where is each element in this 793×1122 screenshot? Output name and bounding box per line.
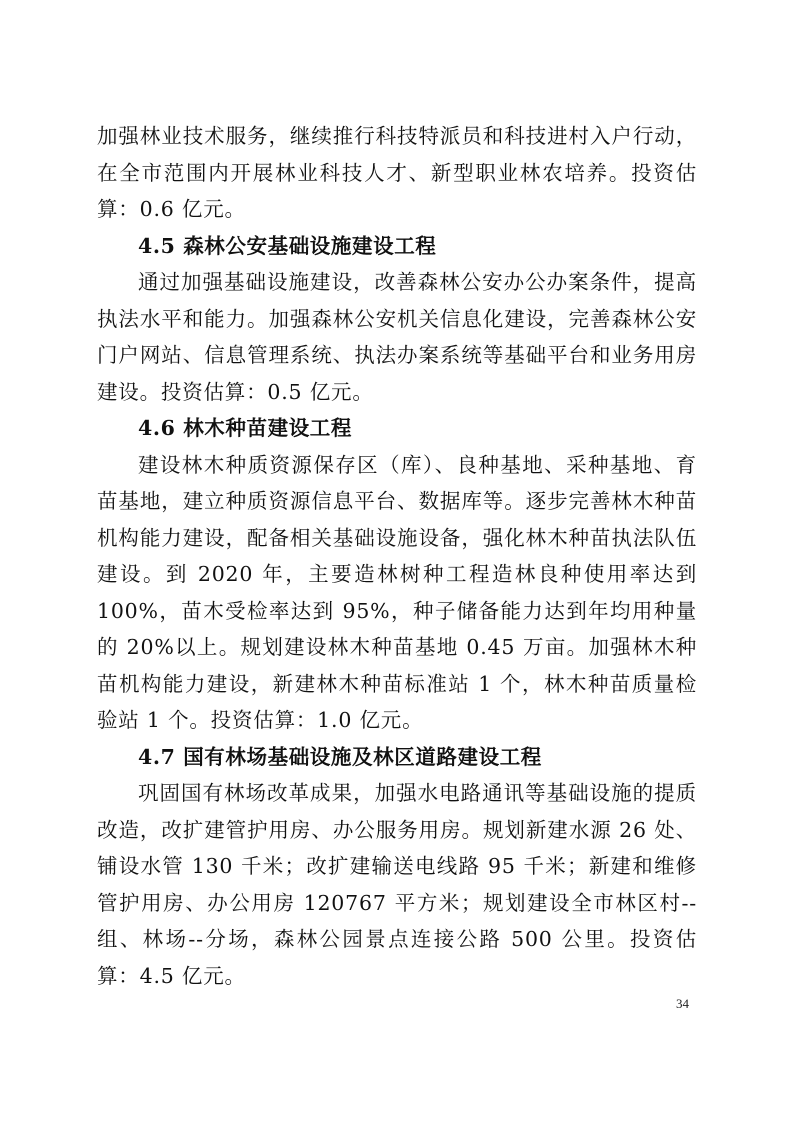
paragraph-state-forest-farms: 巩固国有林场改革成果，加强水电路通讯等基础设施的提质改造，改扩建管护用房、办公服务用房。规划新建水源 26 处、铺设水管 130 千米；改扩建输送电线路 95 千米；新建和维修管护用房、办公用房 120767 平方米；规划建设全市林区村--组、林场--分场，森林公园景点连接公路 500 公里。投资估算：4.5 亿元。 — [97, 781, 697, 988]
heading-4-7: 4.7 国有林场基础设施及林区道路建设工程 — [138, 744, 542, 769]
heading-4-6: 4.6 林木种苗建设工程 — [138, 416, 353, 440]
paragraph-forest-police: 通过加强基础设施建设，改善森林公安办公办案条件，提高执法水平和能力。加强森林公安机关信息化建设，完善森林公安门户网站、信息管理系统、执法办案系统等基础平台和业务用房建设。投资估算：0.5 亿元。 — [97, 270, 697, 404]
document-body — [97, 118, 697, 994]
heading-4-5: 4.5 森林公安基础设施建设工程 — [138, 233, 437, 258]
paragraph-tech-services: 加强林业技术服务，继续推行科技特派员和科技进村入户行动，在全市范围内开展林业科技人才、新型职业林农培养。投资估算：0.6 亿元。 — [97, 124, 697, 221]
paragraph-seedlings: 建设林木种质资源保存区（库）、良种基地、采种基地、育苗基地，建立种质资源信息平台、数据库等。逐步完善林木种苗机构能力建设，配备相关基础设施设备，强化林木种苗执法队伍建设。到 2020 年，主要造林树种工程造林良种使用率达到 100%，苗木受检率达到 95%，种子储备能力达到年均用种量的 20%以上。规划建设林木种苗基地 0.45 万亩。加强林木种苗机构能力建设，新建林木种苗标准站 1 个，林木种苗质量检验站 1 个。投资估算：1.0 亿元。 — [97, 452, 697, 732]
page-number: 34 — [676, 996, 689, 1011]
